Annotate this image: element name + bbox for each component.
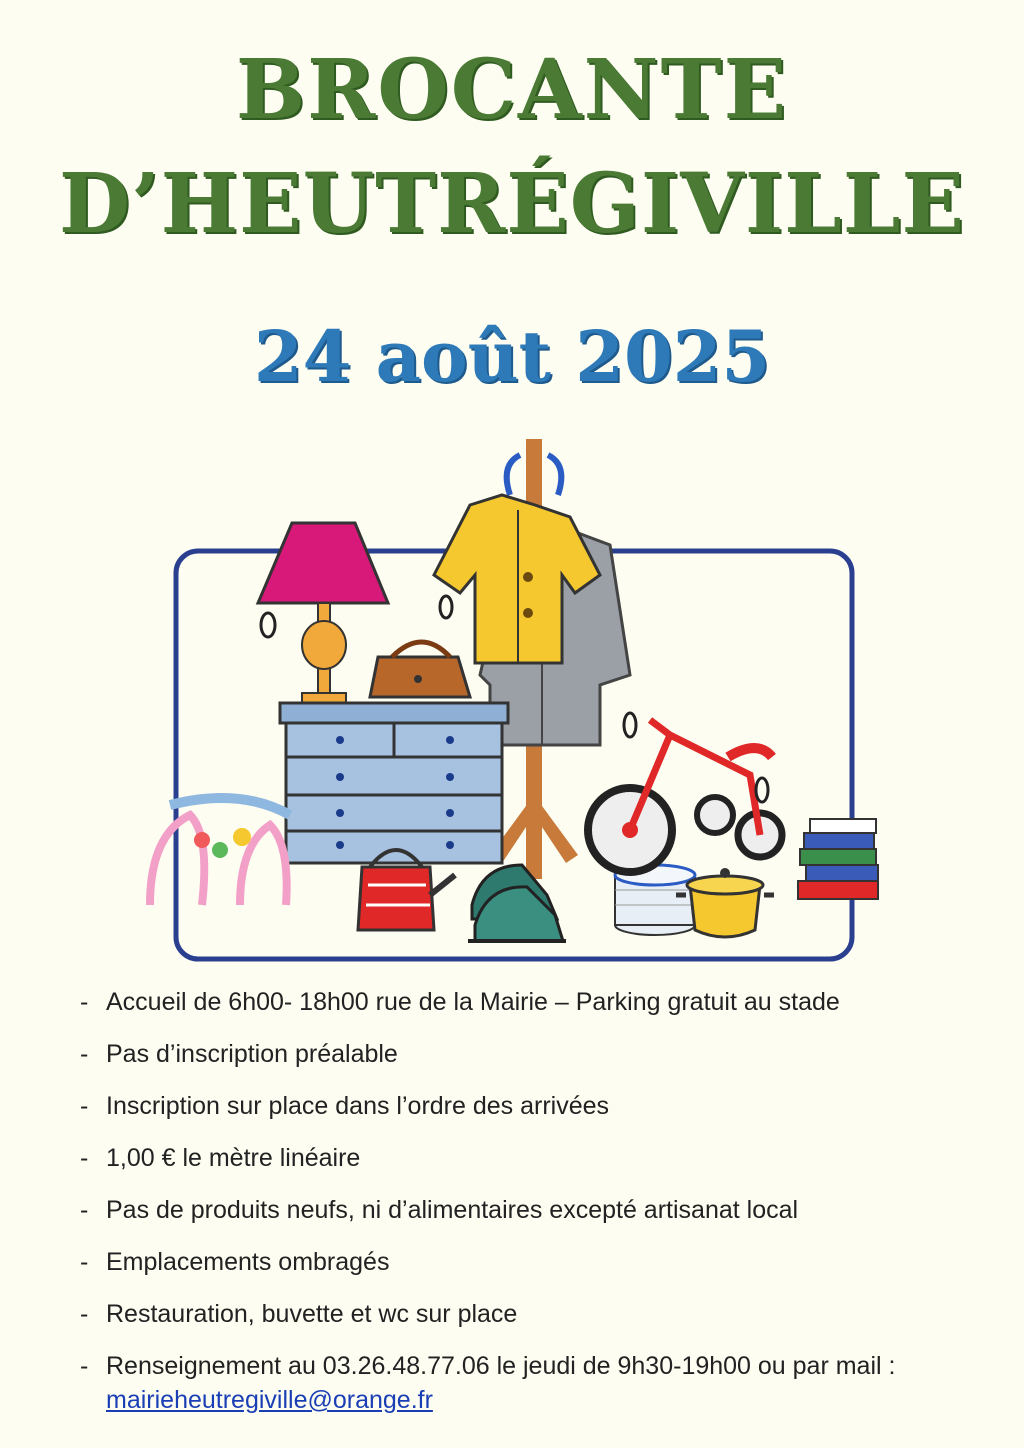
- tricycle-icon: [588, 720, 782, 872]
- list-bullet: -: [80, 988, 89, 1016]
- list-bullet: -: [80, 1144, 89, 1172]
- baby-gym-icon: [150, 798, 290, 905]
- event-date: 24 août 2025: [253, 315, 771, 398]
- list-bullet: -: [80, 1040, 89, 1068]
- list-bullet: -: [80, 1248, 89, 1276]
- info-item: [80, 1037, 980, 1071]
- info-item-text: Accueil de 6h00- 18h00 rue de la Mairie – Parking gratuit au stade: [106, 988, 840, 1016]
- info-item: [80, 985, 980, 1019]
- contact-item: [80, 1349, 980, 1417]
- handbag-icon: [370, 642, 470, 697]
- info-item-text: 1,00 € le mètre linéaire: [106, 1144, 361, 1172]
- info-list: [80, 985, 980, 1435]
- books-icon: [798, 819, 878, 899]
- dresser-icon: [280, 703, 508, 863]
- info-item-text: Emplacements ombragés: [106, 1248, 390, 1276]
- info-item: [80, 1245, 980, 1279]
- info-item-text: Pas de produits neufs, ni d’alimentaires excepté artisanat local: [106, 1196, 799, 1224]
- list-bullet: -: [80, 1092, 89, 1120]
- info-item: [80, 1089, 980, 1123]
- info-item: [80, 1141, 980, 1175]
- title-line-2: D’HEUTRÉGIVILLE: [59, 156, 965, 252]
- shoes-icon: [468, 865, 566, 941]
- info-item-text: Inscription sur place dans l’ordre des arrivées: [106, 1092, 610, 1120]
- info-item-text: Pas d’inscription préalable: [106, 1040, 398, 1068]
- info-item: [80, 1297, 980, 1331]
- title-line-1: BROCANTE: [235, 42, 789, 138]
- info-item-text: Restauration, buvette et wc sur place: [106, 1300, 518, 1328]
- contact-text: Renseignement au 03.26.48.77.06 le jeudi de 9h30-19h00 ou par mail :: [106, 1352, 896, 1380]
- list-bullet: -: [80, 1352, 89, 1380]
- list-bullet: -: [80, 1196, 89, 1224]
- list-bullet: -: [80, 1300, 89, 1328]
- email-link[interactable]: mairieheutregiville@orange.fr: [106, 1386, 433, 1414]
- flea-market-illustration: [130, 435, 900, 975]
- info-item: [80, 1193, 980, 1227]
